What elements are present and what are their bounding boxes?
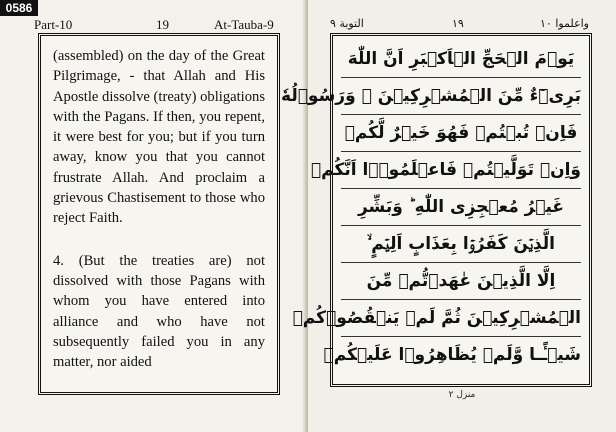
left-page (0, 0, 306, 432)
arabic-line: بَرِیۡٓءٌ مِّنَ الۡمُشۡرِكِيۡنَ ۙ وَرَسُوۡلُهٗ (341, 79, 581, 115)
translation-frame (38, 33, 280, 395)
arabic-line: اِلَّا الَّذِيۡنَ عٰهَدۡتُّمۡ مِّنَ (341, 264, 581, 300)
arabic-frame (281, 33, 592, 387)
arabic-line: الَّذِيۡنَ كَفَرُوۡا بِعَذَابٍ اَلِيۡمٍ ۙ (341, 227, 581, 263)
manzil-footer: منزل ٢ (448, 390, 476, 400)
arabic-line: شَيۡـًٔـا وَّلَمۡ يُظَاهِرُوۡا عَلَيۡكُمۡ (323, 345, 581, 365)
arabic-line: غَيۡرُ مُعۡجِزِى اللّٰهِ ؕ وَبَشِّرِ (341, 190, 581, 226)
part-label: Part-10 (34, 17, 73, 32)
translation-paragraph: 4. (But the treaties are) not dissolved with those Pagans with whom you have entered into alliance and who have not subsequently failed you in any matter, nor aided (53, 252, 265, 371)
surah-label: At-Tauba-9 (214, 17, 274, 32)
page-number-arabic: ١٩ (452, 17, 464, 30)
surah-header-arabic: التوبة ٩ (330, 17, 364, 30)
translation-paragraph: (assembled) on the day of the Great Pilgrimage, - that Allah and His Apostle dissolve (treaty) obligations with the Pagans. If then, you repent, it were best for you; but if you turn away, know you that you cannot frustrate Allah. And proclaim a grievous Chastisement to those who reject Faith. (53, 48, 265, 227)
arabic-line: فَاِنۡ تُبۡتُمۡ فَهُوَ خَيۡرٌ لَّكُمۡ (341, 116, 581, 152)
part-header-arabic: واعلموا ١٠ (540, 17, 589, 30)
arabic-line: يَوۡمَ الۡحَجِّ الۡاَكۡبَرِ اَنَّ اللّٰهَ (341, 42, 581, 78)
translation-text (53, 46, 265, 372)
image-id-tag: 0586 (0, 0, 38, 16)
page-number: 19 (156, 17, 169, 32)
right-page (281, 0, 616, 432)
arabic-line: الۡمُشۡرِكِيۡنَ ثُمَّ لَمۡ يَنۡقُصُوۡكُمۡ (341, 301, 581, 337)
arabic-line: وَاِنۡ تَوَلَّيۡتُمۡ فَاعۡلَمُوۡۤا اَنَّكُمۡ (341, 153, 581, 189)
